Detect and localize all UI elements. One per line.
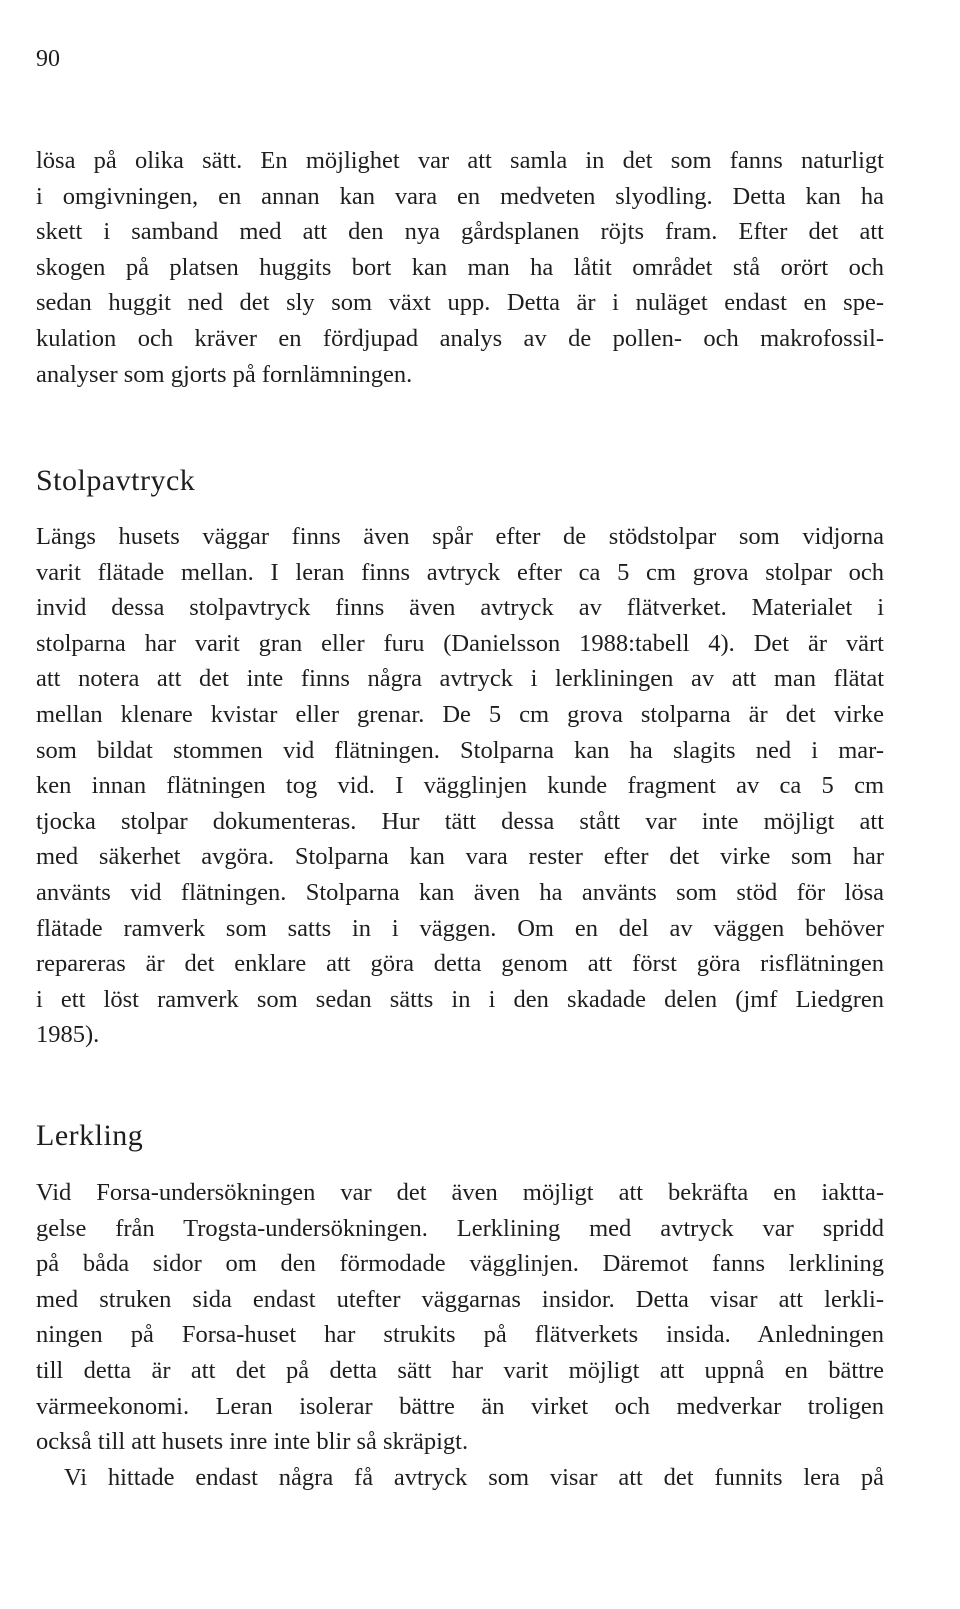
text-line: 1985).	[36, 1021, 100, 1049]
text-line: tjocka stolpar dokumenteras. Hur tätt dessa stått var inte möjligt att	[36, 807, 884, 835]
text-line: med säkerhet avgöra. Stolparna kan vara rester efter det virke som har	[36, 843, 884, 871]
text-line: stolparna har varit gran eller furu (Danielsson 1988:tabell 4). Det är värt	[36, 629, 884, 657]
paragraph-stolpavtryck	[36, 519, 884, 1053]
text-line: också till att husets inre inte blir så skräpigt.	[36, 1428, 469, 1456]
text-line: repareras är det enklare att göra detta genom att först göra risflätningen	[36, 950, 884, 978]
section-heading-lerkling: Lerkling	[36, 1119, 144, 1152]
text-line: ningen på Forsa-huset har strukits på flätverkets insida. Anledningen	[36, 1321, 884, 1349]
text-line: ken innan flätningen tog vid. I vägglinjen kunde fragment av ca 5 cm	[36, 772, 884, 800]
paragraph-lerkling	[36, 1175, 884, 1495]
text-line: använts vid flätningen. Stolparna kan även ha använts som stöd för lösa	[36, 878, 884, 906]
paragraph-intro	[36, 143, 884, 392]
text-line: Längs husets väggar finns även spår efter de stödstolpar som vidjorna	[36, 523, 884, 550]
page-number: 90	[36, 46, 60, 72]
text-line: värmeekonomi. Leran isolerar bättre än virket och medverkar troligen	[36, 1392, 884, 1420]
text-line: skett i samband med att den nya gårdsplanen röjts fram. Efter det att	[36, 218, 884, 246]
text-line: lösa på olika sätt. En möjlighet var att samla in det som fanns naturligt	[36, 147, 884, 174]
text-line: varit flätade mellan. I leran finns avtryck efter ca 5 cm grova stolpar och	[36, 558, 884, 586]
text-line: med struken sida endast utefter väggarnas insidor. Detta visar att lerkli-	[36, 1285, 884, 1313]
text-line: sedan huggit ned det sly som växt upp. Detta är i nuläget endast en spe-	[36, 289, 884, 317]
text-line: i omgivningen, en annan kan vara en medveten slyodling. Detta kan ha	[36, 182, 884, 210]
text-line: på båda sidor om den förmodade vägglinjen. Däremot fanns lerklining	[36, 1250, 884, 1278]
text-line: gelse från Trogsta-undersökningen. Lerklining med avtryck var spridd	[36, 1214, 884, 1242]
text-line: Vi hittade endast några få avtryck som visar att det funnits lera på	[64, 1463, 884, 1491]
section-heading-stolpavtryck: Stolpavtryck	[36, 464, 196, 497]
text-line: som bildat stommen vid flätningen. Stolparna kan ha slagits ned i mar-	[36, 736, 884, 764]
text-line: att notera att det inte finns några avtryck i lerkliningen av att man flätat	[36, 665, 884, 693]
text-line: kulation och kräver en fördjupad analys av de pollen- och makrofossil-	[36, 324, 884, 352]
text-line: invid dessa stolpavtryck finns även avtryck av flätverket. Materialet i	[36, 594, 884, 622]
text-line: till detta är att det på detta sätt har varit möjligt att uppnå en bättre	[36, 1356, 884, 1384]
text-line: analyser som gjorts på fornlämningen.	[36, 360, 413, 388]
text-line: skogen på platsen huggits bort kan man ha låtit området stå orört och	[36, 253, 884, 281]
text-line: mellan klenare kvistar eller grenar. De 5 cm grova stolparna är det virke	[36, 700, 884, 728]
text-line: Vid Forsa-undersökningen var det även möjligt att bekräfta en iaktta-	[36, 1179, 884, 1206]
text-line: i ett löst ramverk som sedan sätts in i den skadade delen (jmf Liedgren	[36, 985, 884, 1013]
text-line: flätade ramverk som satts in i väggen. Om en del av väggen behöver	[36, 914, 884, 942]
